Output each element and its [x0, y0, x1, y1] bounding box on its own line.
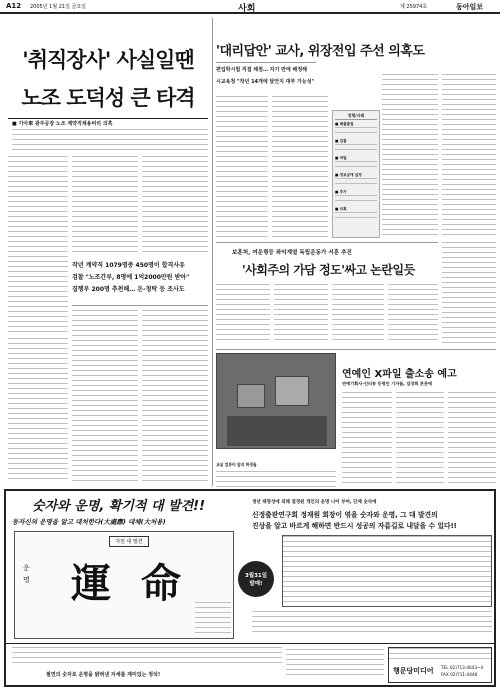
story1-lede	[12, 129, 208, 151]
story1-column-5	[72, 310, 138, 483]
story2-deck-line1: 편입학시험 직접 채점… 자기 반에 배정해	[216, 67, 307, 73]
paper-name: 동아일보	[456, 3, 484, 11]
sidebar-item: ■ 검찰	[335, 139, 347, 143]
story4-column-2	[396, 392, 444, 484]
story1-kicker: ■ 기아車 광주공장 노조 계약직채용비리 의혹	[12, 121, 113, 127]
story4-deck: 연예기획사-인터뷰 등명인 기자들, 입장희 본문에	[342, 381, 433, 386]
story4-headline: 연예인 X파일 출소송 예고	[342, 369, 457, 380]
ad-bottom-fineprint	[12, 647, 282, 667]
ad-big-characters: 運 命	[71, 560, 189, 607]
sidebar-title: 정책/사회	[335, 113, 377, 120]
ad-sale-badge	[238, 561, 274, 597]
story2-headline: '대리답안' 교사, 위장전입 주선 의혹도	[216, 44, 425, 59]
ad-fineprint	[252, 611, 492, 635]
story2-column-1	[216, 96, 268, 238]
ad-right-text-2: 신정출판연구회 정재원 회장이 엮을 숫자와 운명, 그 대 발견의	[252, 511, 438, 519]
advertisement	[4, 489, 496, 687]
ad-right-text-1: 생년 태명성에 의해 결정된 개인의 운명 나이 부여, 단체 숫자에	[252, 500, 377, 505]
story1-column-4	[8, 338, 68, 483]
ad-headline-line1: 숫자와 운명, 확기적 대 발견!!	[32, 499, 206, 514]
story3-kicker: 보훈처, 여운형등 좌익계열 독립운동가 서훈 추진	[232, 250, 352, 256]
section-title: 사회	[238, 4, 256, 14]
ad-testimonial-box	[282, 535, 492, 607]
ad-phone-1: TEL 02)713-4643~4	[441, 665, 484, 670]
story2-column-4	[442, 74, 496, 238]
photo-caption-title: 교실 컴퓨터 앞의 학생들	[216, 462, 257, 467]
story2-column-2	[272, 96, 328, 238]
story4-column-1	[342, 392, 392, 484]
ad-sale-date: 3월31일	[244, 573, 268, 579]
story3-column-2	[274, 284, 328, 344]
story2-column-3	[382, 74, 438, 238]
story3-column-1	[216, 284, 270, 344]
photo-caption	[216, 451, 336, 481]
page-number: A12	[6, 2, 22, 10]
masthead	[0, 0, 500, 14]
story2-deck-line2: 시교육청 "작년 14개에 달안지 대부 가능성"	[216, 79, 315, 85]
issue-number: 제 25974호	[400, 4, 428, 10]
story1-deck-line2: 검찰 "노조간부, 8명에 1억2000만원 받아"	[72, 274, 190, 281]
sidebar-item: ■ 처벌	[335, 156, 347, 160]
ad-contact-box	[388, 647, 492, 683]
ad-phone-2: FAX 02)711-4448	[441, 672, 478, 677]
story1-deck-line3: 집행부 200명 추천해… 돈-청탁 등 조사도	[72, 286, 185, 293]
ad-publisher: 행문당미디어	[393, 667, 434, 675]
issue-date: 2005년 1월 21일 금요일	[30, 4, 87, 10]
ad-vertical-text: 운명	[23, 564, 30, 584]
story3-column-3	[332, 284, 384, 344]
ad-book-cover	[14, 531, 234, 639]
sidebar-item: ■ 정보공개 일정	[335, 173, 362, 177]
story1-column-6	[142, 310, 208, 483]
ad-book-label: 자천 대 발견	[109, 536, 149, 547]
right-column-a	[442, 242, 496, 347]
ad-bottom-note: 필연의 숫자로 운명을 밝혀낸 자세를 재미있는 정석!	[46, 672, 161, 678]
sidebar-box	[332, 110, 380, 238]
news-photo	[216, 353, 336, 449]
story3-headline: '사회주의 가담 정도'싸고 논란일듯	[242, 263, 415, 277]
ad-middle-fineprint	[286, 649, 384, 679]
ad-headline-line2: 동자신의 운명을 알고 대처한다(大處應) 대체(大처용)	[12, 518, 166, 526]
story1-column-3	[142, 156, 208, 256]
ad-sale-label: 발매!	[249, 581, 263, 587]
story1-deck-line1: 작년 계약직 1079명중 450명이 합격사유	[72, 262, 185, 269]
story1-headline-line1: '취직장사' 사실일땐	[22, 48, 194, 72]
story1-column-1	[8, 156, 68, 336]
ad-right-text-3: 진상을 알고 바르게 해하면 반드시 성공의 자름길로 내달을 수 있다!!	[252, 522, 457, 530]
sidebar-item: ■ 배출물질	[335, 122, 354, 126]
story1-column-2	[72, 156, 138, 256]
sidebar-item: ■ 의혹	[335, 207, 347, 211]
story1-headline-line2: 노조 도덕성 큰 타격	[21, 86, 195, 110]
story3-column-4	[388, 284, 438, 344]
story1-headline-box	[8, 44, 208, 116]
story4-column-3	[448, 392, 496, 484]
story1-deck	[72, 260, 208, 302]
sidebar-item: ■ 추가	[335, 190, 347, 194]
